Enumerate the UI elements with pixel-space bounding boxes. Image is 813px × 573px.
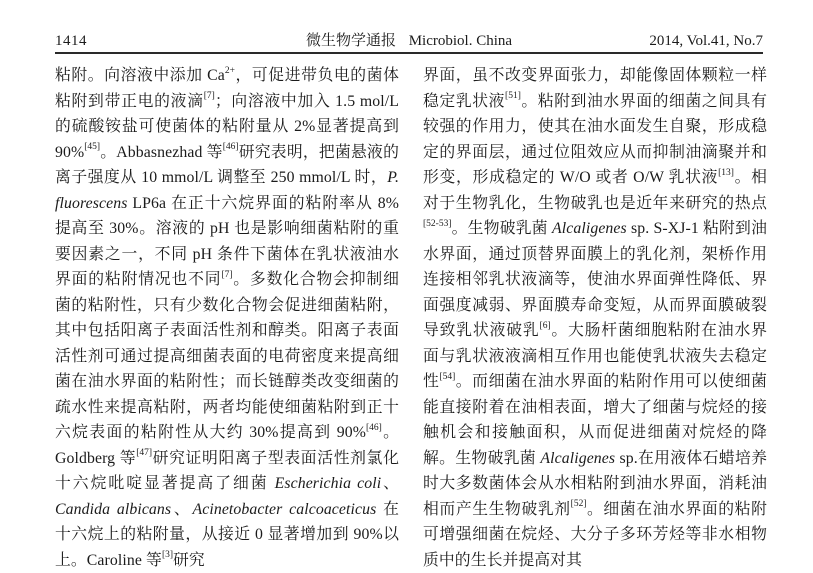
citation-reference: [46] [365,422,382,433]
species-name: P. fluorescens [55,169,399,212]
citation-reference: [52-53] [423,218,452,229]
citation-reference: [6] [539,320,551,331]
body-text: 。多数化合物会抑制细菌的粘附性，只有少数化合物会促进细菌粘附，其中包括阳离子表面活性剂和醇类。阳离子表面活性剂可通过提高细菌表面的电荷密度来提高细菌在油水界面的粘附性；而长链醇类改变细菌的疏水性来提高粘附，两者均能使细菌粘附到正十六烷表面的粘附性从大约 30%提高到 90% [55,271,399,441]
body-text: 。生物破乳菌 [451,220,552,237]
left-column-text [55,63,399,573]
page-number: 1414 [55,33,87,49]
body-text: ；向溶液中加入 1.5 mol/L 的硫酸铵盐可使菌体的粘附量从 2%显著提高到 90% [55,92,399,161]
body-text: 粘附。向溶液中添加 Ca [55,67,225,84]
issue-info: 2014, Vol.41, No.7 [649,33,763,49]
body-text: 研究表明，把菌悬液的离子强度从 10 mmol/L 调整至 250 mmol/L 时， [55,143,399,186]
page-header [55,29,763,50]
body-text: ，可促进带负电的菌体粘附到带正电的液滴 [55,67,399,110]
body-text: 在十六烷上的粘附量，从接近 0 显著增加到 90%以上。Caroline 等 [55,500,400,569]
body-text: 、 [171,500,193,518]
body-text: 。相对于生物乳化，生物破乳也是近年来研究的热点 [423,169,768,212]
species-name: Alcaligenes [552,220,627,237]
species-name: Escherichia coli [274,475,382,492]
journal-title [306,29,512,50]
body-text: 研究 [173,551,205,569]
right-column-text [423,63,767,573]
citation-reference: [47] [136,448,153,459]
citation-reference: [45] [84,142,101,153]
body-text: 。大肠杆菌细胞粘附在油水界面与乳状液液滴相互作用也能使乳状液失去稳定性 [423,322,767,390]
citation-reference: [54] [439,371,456,382]
species-name: Acinetobacter calcoaceticus [192,500,377,518]
citation-reference: [52] [570,499,587,510]
body-text: LP6a 在正十六烷界面的粘附率从 8%提高至 30%。溶液的 pH 也是影响细菌粘附的重要因素之一，不同 pH 条件下菌体在乳状液油水界面的粘附情况也不同 [55,194,399,288]
header-rule [55,52,763,54]
article-body [55,63,767,573]
body-text: 、 [381,475,399,492]
body-text: 。Abbasnezhad 等 [100,143,223,161]
body-text: sp. S-XJ-1 粘附到油水界面，通过顶替界面膜上的乳化剂，架桥作用连接相邻乳状液滴等，使油水界面弹性降低、界面强度减弱、界面膜寿命变短，从而界面膜破裂导致乳状液破乳 [423,220,767,339]
citation-reference: [7] [203,91,215,102]
citation-reference: [46] [222,142,239,153]
journal-title-cn: 微生物学通报 [305,33,396,49]
body-text: 。而细菌在油水界面的粘附作用可以使细菌能直接附着在油相表面，增大了细菌与烷烃的接触机会和接触面积，从而促进细菌对烷烃的降解。生物破乳菌 [423,373,767,467]
species-name: Candida albicans [55,500,172,518]
species-name: Alcaligenes [540,449,616,467]
citation-reference: [7] [221,269,233,280]
body-text: 。粘附到油水界面的细菌之间具有较强的作用力，使其在油水面发生自聚，形成稳定的界面层，通过位阻效应从而抑制油滴聚并和形变，形成稳定的 W/O 或者 O/W 乳状液 [423,92,767,186]
body-text: 。Goldberg 等 [55,424,399,467]
journal-title-en: Microbiol. China [408,33,513,49]
body-text: 。细菌在油水界面的粘附可增强细菌在烷烃、大分子多环芳烃等非水相物质中的生长并提高对其 [423,500,767,569]
body-text: 界面，虽不改变界面张力，却能像固体颗粒一样稳定乳状液 [423,67,767,110]
citation-reference: [13] [718,167,734,178]
citation-reference: [3] [161,550,174,561]
citation-reference: [51] [505,91,521,102]
citation-reference: 2+ [224,65,235,76]
body-text: sp.在用液体石蜡培养时大多数菌体会从水相粘附到油水界面，消耗油相而产生生物破乳剂 [423,449,767,518]
body-text: 研究证明阳离子型表面活性剂氯化十六烷吡啶显著提高了细菌 [55,449,399,492]
